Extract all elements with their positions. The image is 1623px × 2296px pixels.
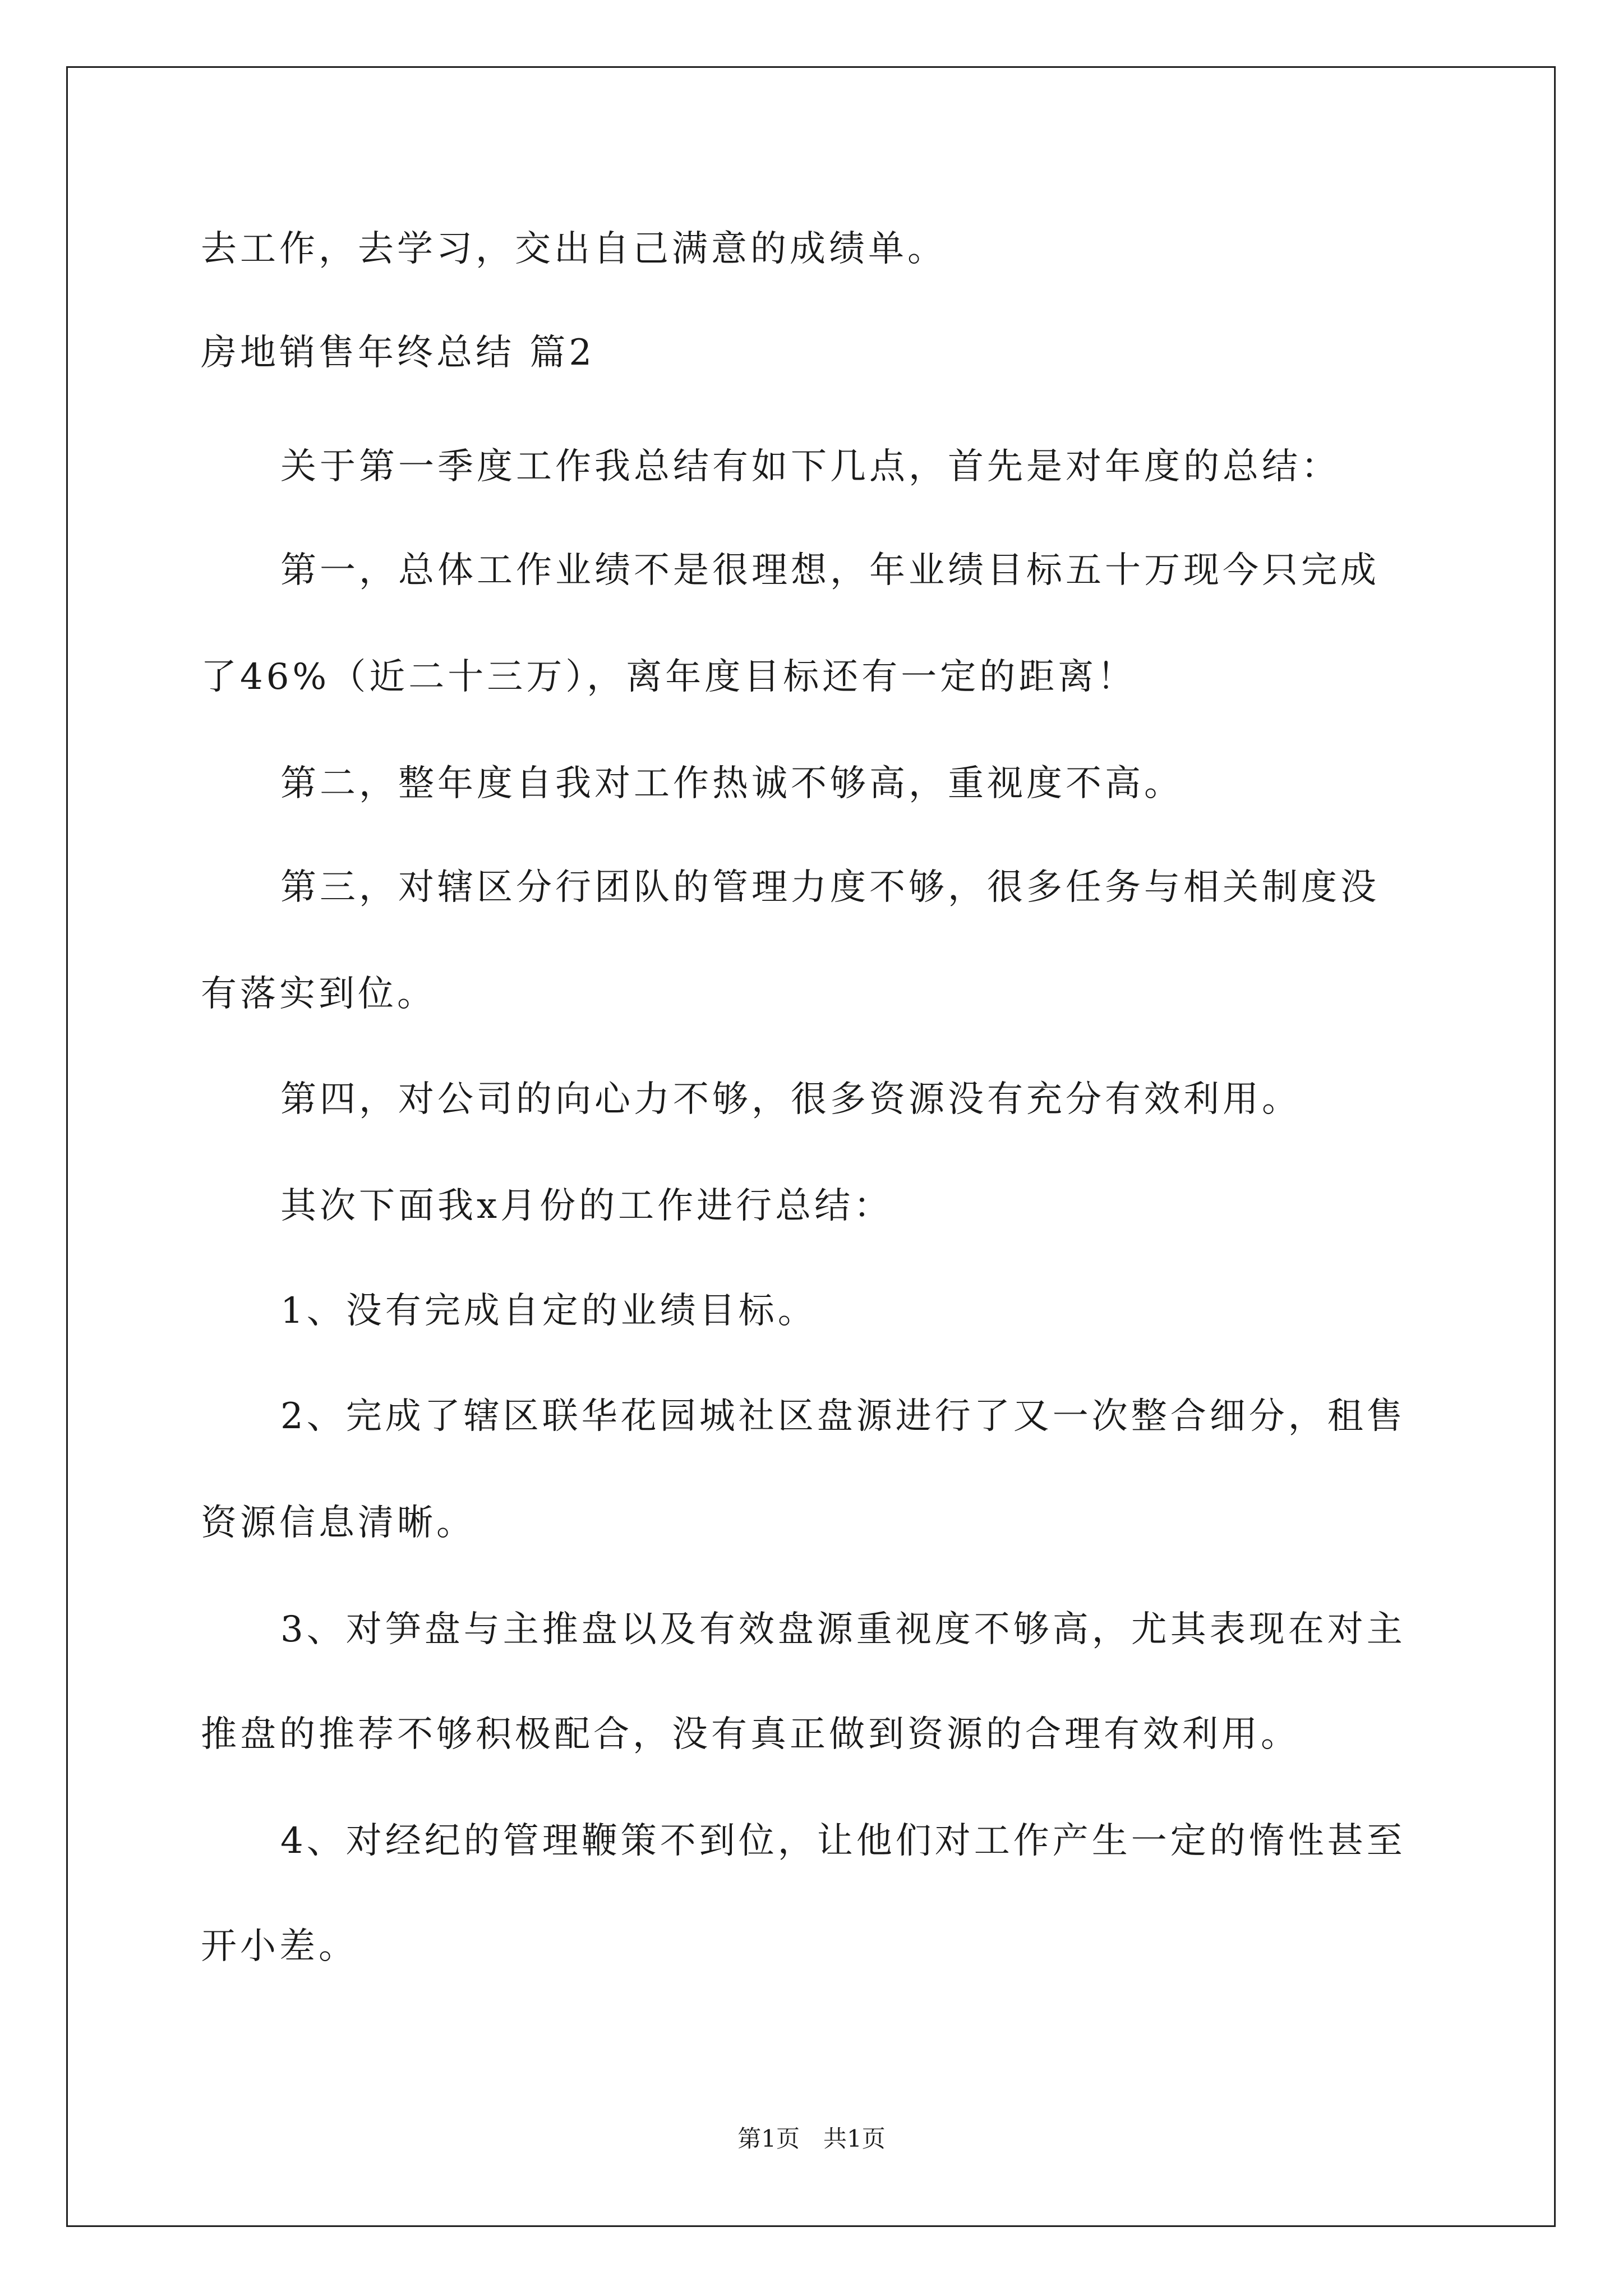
page-border <box>66 66 1556 2227</box>
paragraph-line: 其次下面我x月份的工作进行总结： <box>280 1185 893 1227</box>
paragraph-line: 4、对经纪的管理鞭策不到位，让他们对工作产生一定的惰性甚至 <box>280 1820 1406 1862</box>
paragraph-line: 去工作，去学习，交出自己满意的成绩单。 <box>201 228 947 270</box>
paragraph-line: 第三，对辖区分行团队的管理力度不够，很多任务与相关制度没 <box>280 867 1380 908</box>
paragraph-line: 资源信息清晰。 <box>201 1502 476 1544</box>
paragraph-line: 关于第一季度工作我总结有如下几点，首先是对年度的总结： <box>280 446 1340 487</box>
page-footer: 第1页 共1页 <box>737 2125 886 2152</box>
section-heading: 房地销售年终总结 篇2 <box>201 332 596 374</box>
paragraph-line: 了46%（近二十三万），离年度目标还有一定的距离！ <box>201 656 1137 698</box>
paragraph-line: 推盘的推荐不够积极配合，没有真正做到资源的合理有效利用。 <box>201 1714 1300 1755</box>
paragraph-line: 有落实到位。 <box>201 973 436 1015</box>
paragraph-line: 第四，对公司的向心力不够，很多资源没有充分有效利用。 <box>280 1079 1301 1120</box>
paragraph-line: 3、对笋盘与主推盘以及有效盘源重视度不够高，尤其表现在对主 <box>280 1609 1406 1650</box>
paragraph-line: 开小差。 <box>201 1926 358 1967</box>
paragraph-line: 第二，整年度自我对工作热诚不够高，重视度不高。 <box>280 763 1183 804</box>
paragraph-line: 第一，总体工作业绩不是很理想，年业绩目标五十万现今只完成 <box>280 550 1380 591</box>
paragraph-line: 2、完成了辖区联华花园城社区盘源进行了又一次整合细分，租售 <box>280 1396 1406 1437</box>
paragraph-line: 1、没有完成自定的业绩目标。 <box>280 1290 817 1332</box>
